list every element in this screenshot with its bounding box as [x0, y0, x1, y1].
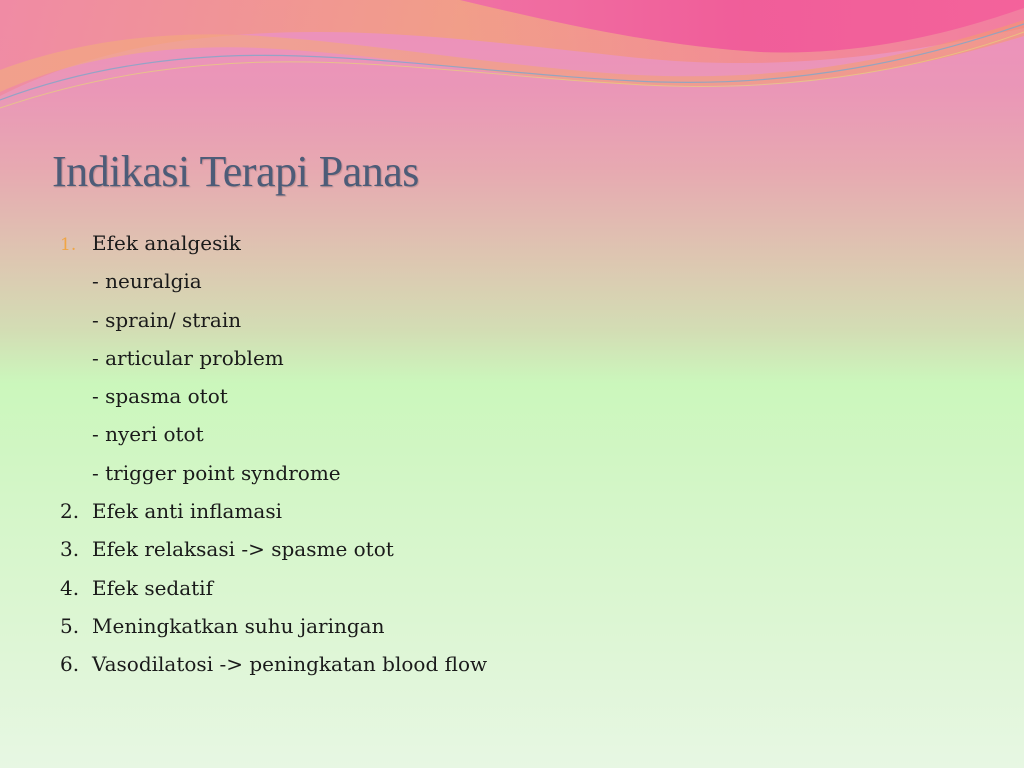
list-text-3: Efek relaksasi -> spasme otot — [92, 537, 394, 562]
sub-item-3 — [60, 342, 487, 380]
list-number-6: 6. — [60, 652, 80, 677]
list-text-4: Efek sedatif — [92, 575, 213, 600]
list-number-2: 2. — [60, 499, 80, 524]
list-item-6 — [60, 648, 487, 686]
sub-text-5: - nyeri otot — [92, 422, 204, 447]
list-item-5 — [60, 610, 487, 648]
sub-text-6: - trigger point syndrome — [92, 460, 341, 485]
content-list — [60, 227, 487, 687]
list-text-2: Efek anti inflamasi — [92, 499, 282, 524]
sub-text-3: - articular problem — [92, 345, 284, 370]
sub-text-2: - sprain/ strain — [92, 307, 242, 332]
list-number-1: 1. — [60, 235, 77, 255]
sub-item-2 — [60, 304, 487, 342]
list-item-1 — [60, 227, 487, 265]
list-number-3: 3. — [60, 537, 80, 562]
list-item-2 — [60, 495, 487, 533]
list-number-5: 5. — [60, 613, 80, 638]
sub-item-5 — [60, 418, 487, 456]
list-text-5: Meningkatkan suhu jaringan — [92, 613, 385, 638]
list-text-1: Efek analgesik — [92, 231, 241, 255]
sub-item-6 — [60, 457, 487, 495]
slide-title: Indikasi Terapi Panas — [52, 147, 419, 196]
list-number-4: 4. — [60, 575, 80, 600]
decorative-wave-header — [0, 0, 1024, 130]
sub-text-1: - neuralgia — [92, 269, 202, 294]
sub-item-4 — [60, 380, 487, 418]
list-item-4 — [60, 572, 487, 610]
sub-item-1 — [60, 265, 487, 303]
sub-text-4: - spasma otot — [92, 384, 228, 409]
list-text-6: Vasodilatosi -> peningkatan blood flow — [92, 652, 488, 677]
list-item-3 — [60, 533, 487, 571]
